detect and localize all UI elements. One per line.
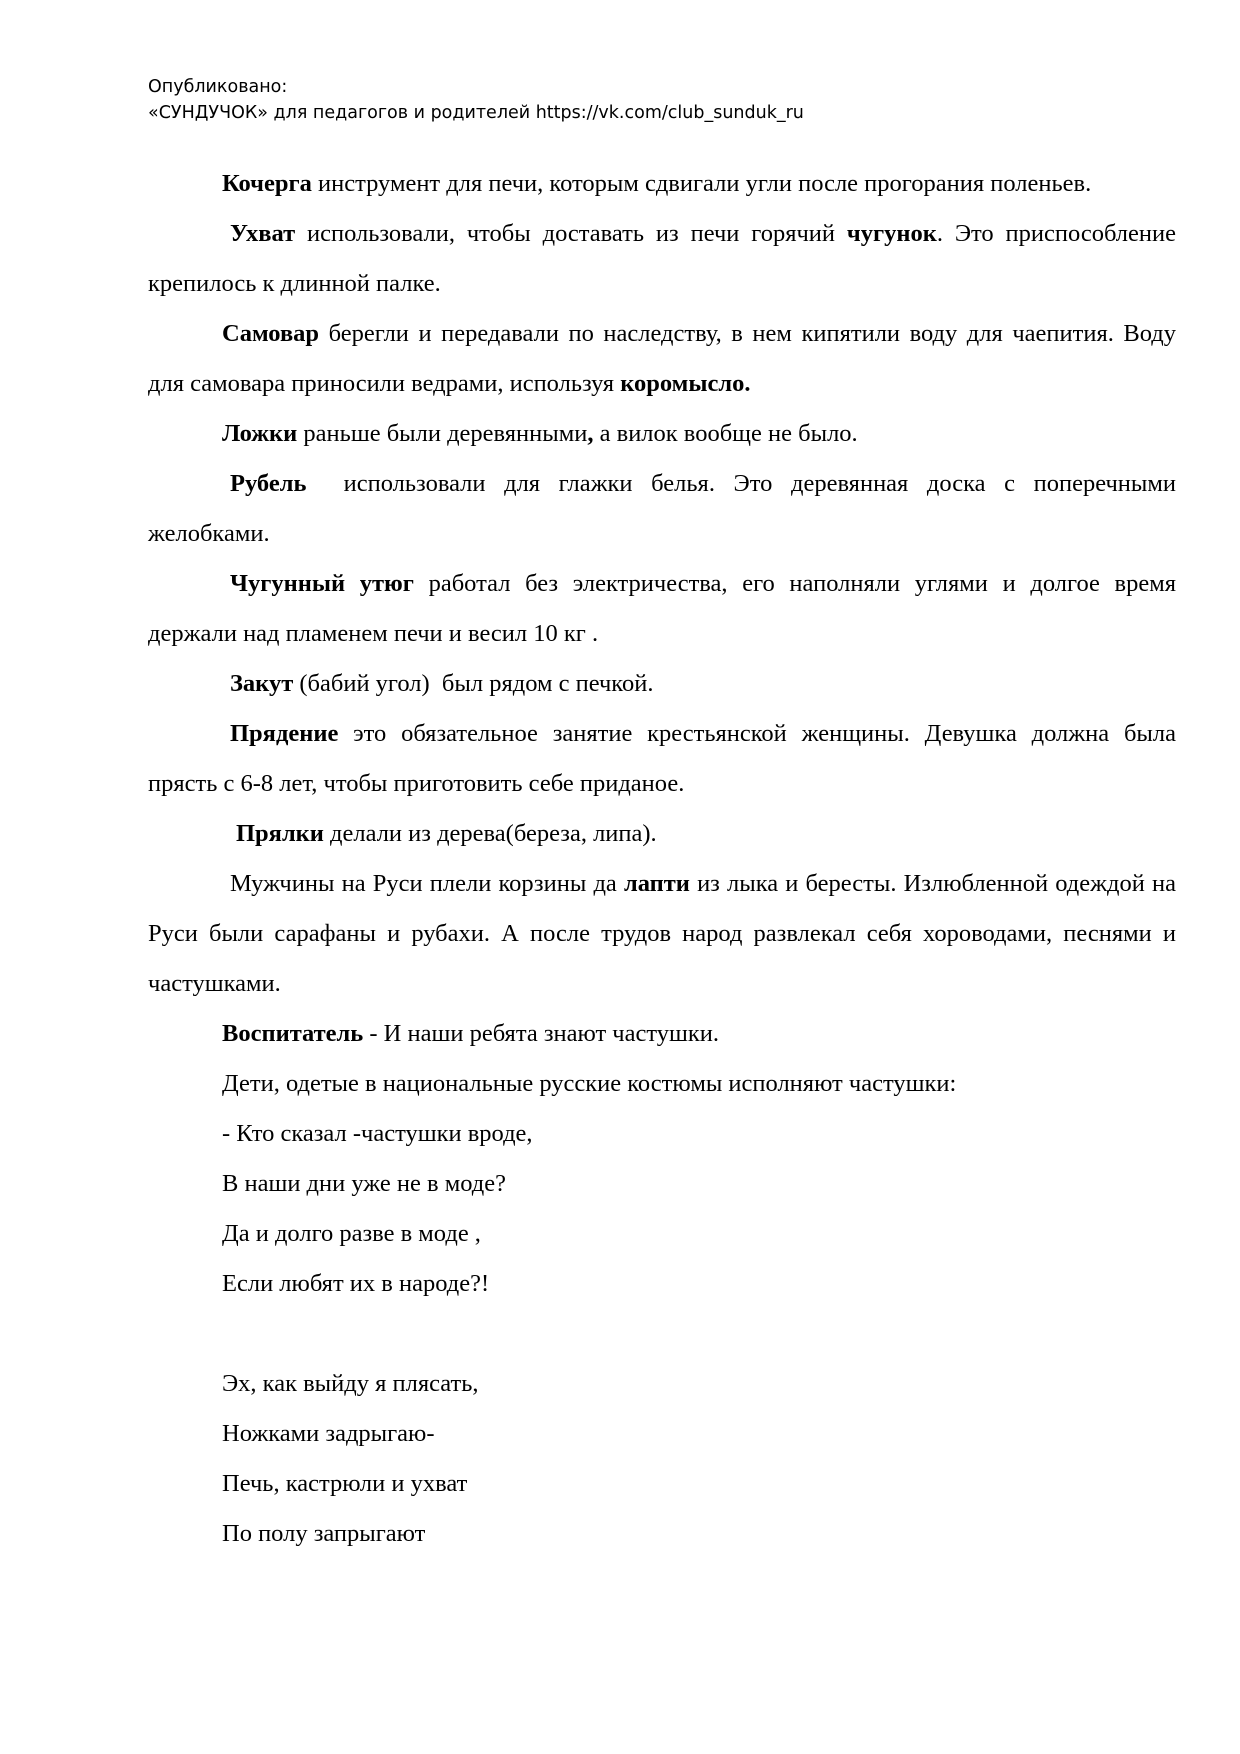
publication-header xyxy=(148,74,804,126)
chastushka-verse-1 xyxy=(148,1109,1176,1309)
chastushka-verse-2 xyxy=(148,1359,1176,1559)
paragraph-samovar: Самовар берегли и передавали по наследству, в нем кипятили воду для чаепития. Воду для самовара приносили ведрами, используя коромысло. xyxy=(148,320,1176,397)
publisher-line: «СУНДУЧОК» для педагогов и родителей https://vk.com/club_sunduk_ru xyxy=(148,103,804,123)
paragraph-utyug: Чугунный утюг работал без электричества, его наполняли углями и долгое время держали над пламенем печи и весил 10 кг . xyxy=(148,570,1177,647)
paragraph-lozhki: Ложки раньше были деревянными, а вилок вообще не было. xyxy=(222,420,858,447)
paragraph-pryadenie: Прядение это обязательное занятие крестьянской женщины. Девушка должна была прясть с 6-8 лет, чтобы приготовить себе приданое. xyxy=(148,720,1176,797)
verse-line: Да и долго разве в моде , xyxy=(222,1220,481,1247)
paragraph-ukhvat: Ухват использовали, чтобы доставать из печи горячий чугунок. Это приспособление крепилось к длинной палке. xyxy=(148,220,1176,297)
paragraph-deti: Дети, одетые в национальные русские костюмы исполняют частушки: xyxy=(222,1070,957,1097)
paragraph-pryalki: Прялки делали из дерева(береза, липа). xyxy=(236,820,657,847)
verse-line: Печь, кастрюли и ухват xyxy=(222,1470,468,1497)
verse-line: По полу запрыгают xyxy=(222,1520,426,1547)
verse-line: Ножками задрыгаю- xyxy=(222,1420,435,1447)
verse-line: Если любят их в народе?! xyxy=(222,1270,490,1297)
paragraph-vospitatel: Воспитатель - И наши ребята знают частушки. xyxy=(222,1020,720,1047)
paragraph-kocherga: Кочерга инструмент для печи, которым сдвигали угли после прогорания поленьев. xyxy=(222,170,1092,197)
published-label: Опубликовано: xyxy=(148,77,288,97)
paragraph-zakut: Закут (бабий угол) был рядом с печкой. xyxy=(230,670,654,697)
paragraph-muzhchiny: Мужчины на Руси плели корзины да лапти из лыка и бересты. Излюбленной одеждой на Руси были сарафаны и рубахи. А после трудов народ развлекал себя хороводами, песнями и частушками. xyxy=(148,870,1177,997)
document-body xyxy=(148,159,1183,1559)
paragraph-rubel: Рубель использовали для глажки белья. Это деревянная доска с поперечными желобками. xyxy=(148,470,1183,547)
verse-line: Эх, как выйду я плясать, xyxy=(222,1370,479,1397)
verse-line: - Кто сказал -частушки вроде, xyxy=(222,1120,533,1147)
verse-spacer xyxy=(148,1309,1176,1359)
verse-line: В наши дни уже не в моде? xyxy=(222,1170,506,1197)
